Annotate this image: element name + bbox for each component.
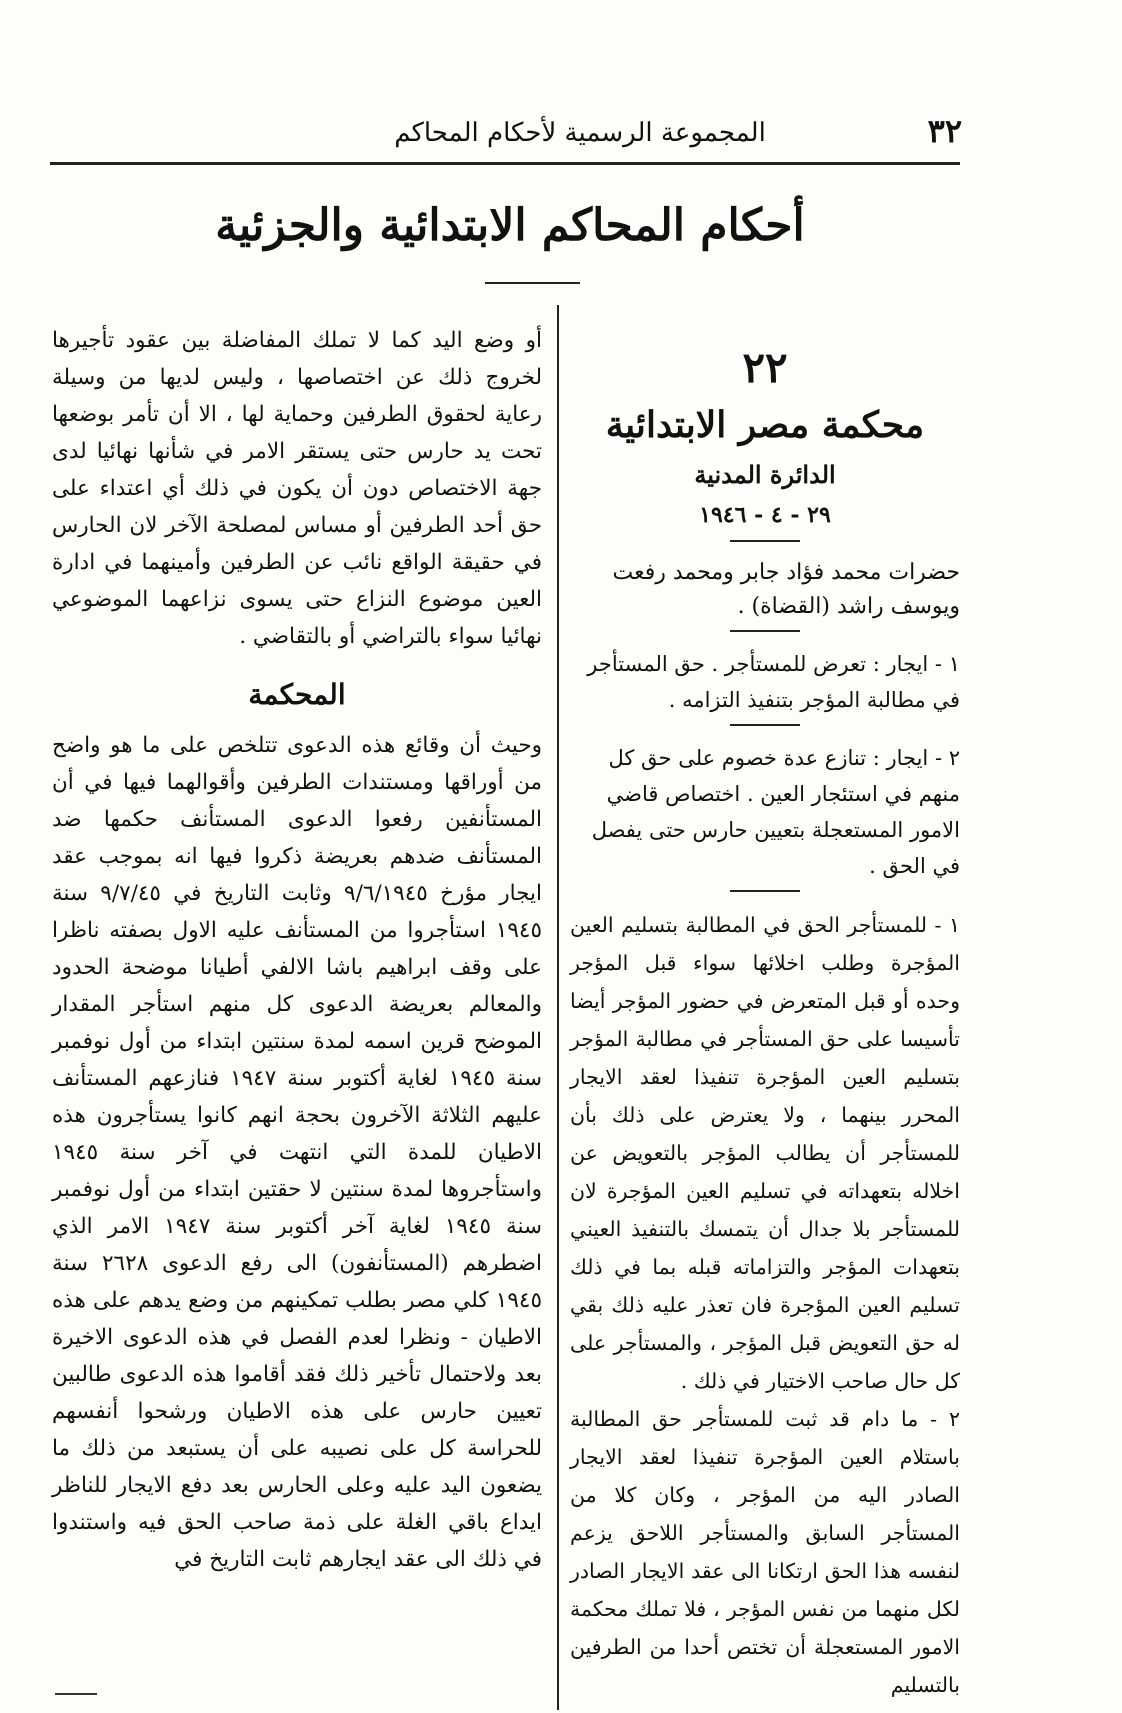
- running-header: [50, 112, 962, 168]
- court-name: محكمة مصر الابتدائية: [605, 404, 925, 446]
- running-header-title: المجموعة الرسمية لأحكام المحاكم: [394, 118, 766, 148]
- ruling-paragraph: وحيث أن وقائع هذه الدعوى تتلخص على ما هو واضح من أوراقها ومستندات الطرفين وأقوالهما فيها في أن المستأنفين رفعوا الدعوى المستأنف حكمها ضد المستأنف ضدهم بعريضة ذكروا فيها انه بموجب عقد ايجار مؤرخ ٩/٦/١٩٤٥ وثابت التاريخ في ٩/٧/٤٥ سنة ١٩٤٥ استأجروا من المستأنف عليه الاول بصفته ناظرا على وقف ابراهيم باشا الالفي أطيانا موضحة الحدود والمعالم بعريضة الدعوى كل منهم استأجر المقدار الموضح قرين اسمه لمدة سنتين ابتداء من أول نوفمبر سنة ١٩٤٥ لغاية أكتوبر سنة ١٩٤٧ فنازعهم المستأنف عليهم الثلاثة الآخرون بحجة انهم كانوا يستأجرون هذه الاطيان للمدة التي انتهت في آخر سنة ١٩٤٥ واستأجروها لمدة سنتين لا حقتين ابتداء من أول نوفمبر سنة ١٩٤٥ لغاية آخر أكتوبر سنة ١٩٤٧ الامر الذي اضطرهم (المستأنفون) الى رفع الدعوى ٢٦٢٨ سنة ١٩٤٥ كلي مصر بطلب تمكينهم من وضع يدهم على هذه الاطيان - ونظرا لعدم الفصل في هذه الدعوى الاخيرة بعد ولاحتمال تأخير ذلك فقد أقاموا هذه الدعوى طالبين تعيين حارس على هذه الاطيان ورشحوا أنفسهم للحراسة كل على نصيبه على أن يستبعد من ذلك ما يضعون اليد عليه وعلى الحارس بعد دفع الايجار للناظر ايداع باقي الغلة على ذمة صاحب الحق فيه واستندوا في ذلك الى عقد ايجارهم ثابت التاريخ في: [52, 733, 542, 1572]
- divider: [730, 540, 800, 542]
- title-rule: [485, 282, 580, 284]
- text-column: [52, 322, 542, 1578]
- continuation-paragraph: أو وضع اليد كما لا تملك المفاضلة بين عقود تأجيرها لخروج ذلك عن اختصاصها ، وليس لديها من وسيلة رعاية لحقوق الطرفين وحماية لها ، الا أن تأمر بوضعها تحت يد حارس حتى يستقر الامر في شأنها نهائيا لدى جهة الاختصاص دون أن يكون في ذلك أي اعتداء على حق أحد الطرفين أو مساس لمصلحة الآخر لان الحارس في حقيقة الواقع نائب عن الطرفين وأمينهما في ادارة العين موضوع النزاع حتى يسوى نزاعهما الموضوعي نهائيا سواء بالتراضي أو بالتقاضي .: [52, 328, 542, 649]
- column-divider: [557, 305, 559, 1710]
- court-circuit: الدائرة المدنية: [694, 460, 836, 489]
- summary-item: ٢ - ايجار : تنازع عدة خصوم على حق كل منهم في استئجار العين . اختصاص قاضي الامور المستعجلة بتعيين حارس حتى يفصل في الحق .: [591, 746, 960, 878]
- legal-principle: ٢ - ما دام قد ثبت للمستأجر حق المطالبة باستلام العين المؤجرة تنفيذا لعقد الايجار الصادر اليه من المؤجر ، وكان كلا من المستأجر السابق والمستأجر اللاحق يزعم لنفسه هذا الحق ارتكانا الى عقد الايجار الصادر لكل منهما من نفس المؤجر ، فلا تملك محكمة الامور المستعجلة أن تختص أحدا من الطرفين بالتسليم: [570, 1407, 960, 1697]
- page-number: ٣٢: [927, 112, 962, 150]
- footnote-rule: [55, 1693, 97, 1695]
- legal-principle: ١ - للمستأجر الحق في المطالبة بتسليم العين المؤجرة وطلب اخلائها سواء قبل المؤجر وحده أو قبل المتعرض في حضور المؤجر أيضا تأسيسا على حق المستأجر في مطالبة المؤجر بتسليم العين المؤجرة تنفيذا لعقد الايجار المحرر بينهما ، ولا يعترض على ذلك بأن للمستأجر أن يطالب المؤجر بالتعويض عن اخلاله بتعهداته في تسليم العين المؤجرة لان للمستأجر بلا جدال أن يتمسك بالتنفيذ العيني بتعهدات المؤجر والتزاماته قبله بما في ذلك تسليم العين المؤجرة فان تعذر عليه ذلك بقي له حق التعويض قبل المؤجر ، والمستأجر على كل حال صاحب الاختيار في ذلك .: [570, 913, 960, 1393]
- case-column: [570, 340, 960, 1704]
- divider: [730, 630, 800, 632]
- summary-item: ١ - ايجار : تعرض للمستأجر . حق المستأجر في مطالبة المؤجر بتنفيذ التزامه .: [587, 652, 960, 712]
- judges-line: حضرات محمد فؤاد جابر ومحمد رفعت ويوسف راشد (القضاة) .: [612, 560, 960, 619]
- judgment-date: ٢٩ - ٤ - ١٩٤٦: [699, 502, 831, 528]
- divider: [730, 890, 800, 892]
- header-rule: [50, 162, 960, 165]
- divider: [730, 724, 800, 726]
- ruling-heading: المحكمة: [248, 678, 346, 711]
- section-title: أحكام المحاكم الابتدائية والجزئية: [215, 200, 805, 251]
- case-number: ٢٢: [742, 343, 788, 392]
